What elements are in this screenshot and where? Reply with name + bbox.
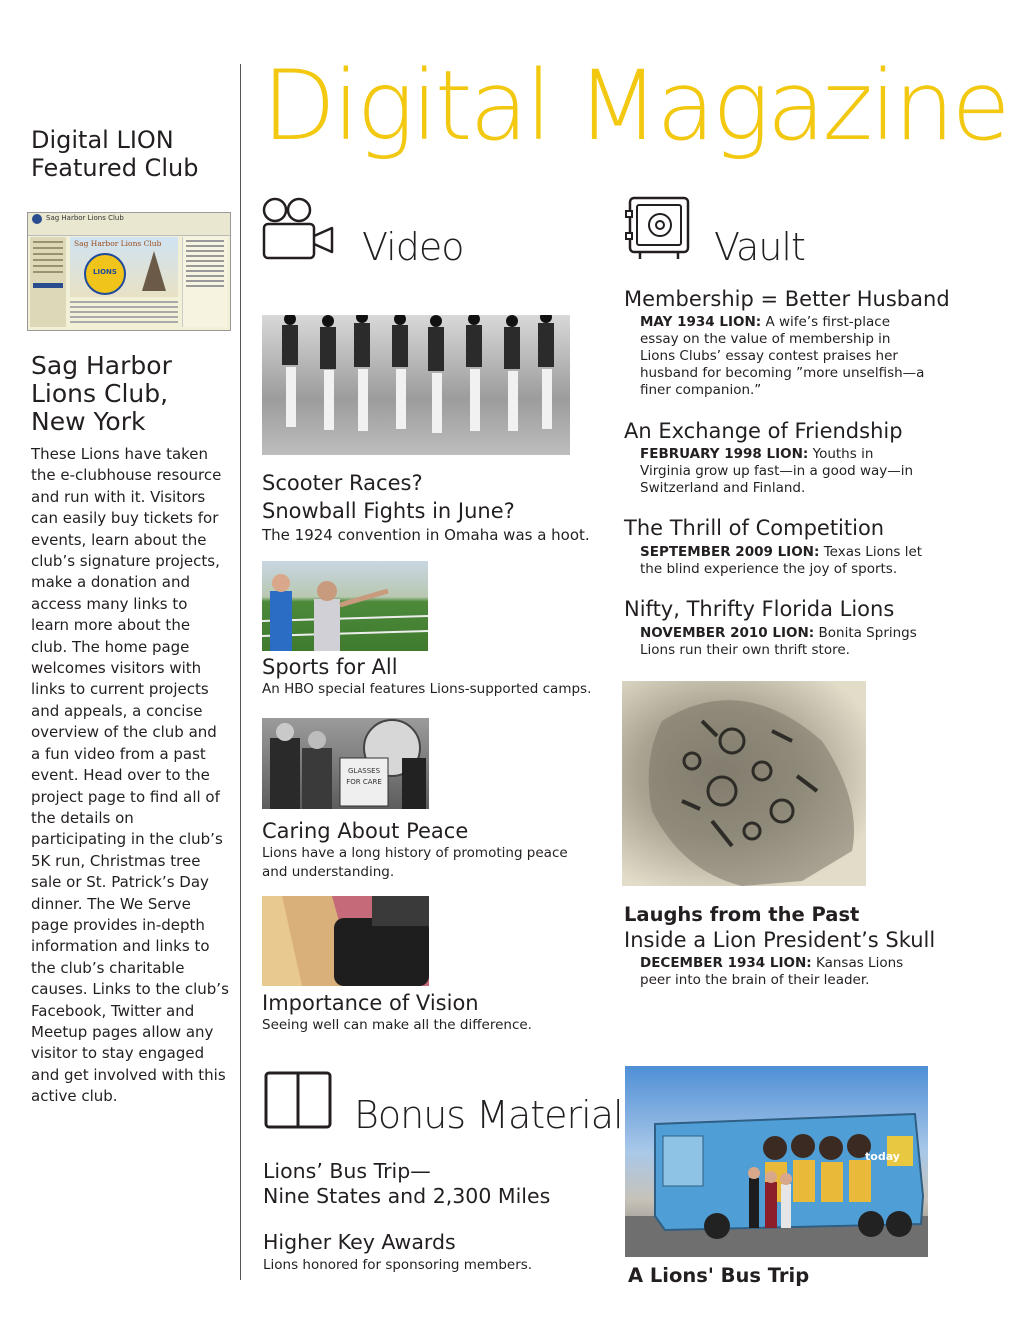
windmill-icon — [142, 251, 166, 291]
club-name-line: Sag Harbor — [31, 351, 172, 380]
thumb-header — [28, 213, 230, 236]
club-name — [31, 352, 231, 436]
vault-section-title: Vault — [714, 225, 805, 269]
video-item-subtitle: An HBO special features Lions-supported camps. — [262, 681, 592, 697]
thumb-logo-icon — [32, 214, 42, 224]
issue-label: DECEMBER 1934 LION: — [640, 955, 812, 971]
issue-text: A wife’s first-place essay on the value of membership in Lions Clubs’ essay contest praises her husband for becoming ”more unselfish—a finer companion.” — [640, 314, 925, 398]
heading-line: Featured Club — [31, 154, 199, 182]
club-website-thumbnail[interactable] — [27, 212, 231, 331]
sports-scene-graphic — [262, 561, 428, 651]
issue-label: FEBRUARY 1998 LION: — [640, 446, 809, 462]
bus-logo-text: today — [865, 1150, 900, 1163]
peace-photo[interactable] — [262, 718, 429, 809]
vault-item-title[interactable]: An Exchange of Friendship — [624, 419, 903, 443]
title-line: Snowball Fights in June? — [262, 499, 515, 523]
skull-xray-graphic — [622, 681, 866, 886]
club-description: These Lions have taken the e-clubhouse resource and run with it. Visitors can easily buy tickets for events, learn about the club’s signature projects, make a donation and access many links to learn more about the club. The home page welcomes visitors with links to current projects and appeals, a concise overview of the club and a fun video from a past event. Head over to the project page to find all of the details on participating in the club’s 5K run, Christmas tree sale or St. Patrick’s Day dinner. The We Serve page provides in-depth information and links to the club’s charitable causes. Links to the club’s Facebook, Twitter and Meetup pages allow any visitor to stay engaged and get involved with this active club. — [31, 445, 229, 1106]
logo-text: LIONS — [93, 268, 117, 276]
open-book-icon — [263, 1070, 333, 1130]
vision-photo[interactable] — [262, 896, 429, 986]
issue-text: Kansas Lions peer into the brain of their leader. — [640, 955, 904, 988]
subtitle-line: and understanding. — [262, 864, 395, 880]
video-item-subtitle: The 1924 convention in Omaha was a hoot. — [262, 526, 590, 544]
video-camera-icon — [262, 196, 336, 262]
skull-xray-photo[interactable] — [622, 681, 866, 886]
vision-scene-graphic — [262, 896, 429, 986]
issue-label: NOVEMBER 2010 LION: — [640, 625, 815, 641]
video-item-title[interactable]: Importance of Vision — [262, 991, 479, 1015]
bus-caption: A Lions' Bus Trip — [628, 1264, 810, 1287]
title-line: Scooter Races? — [262, 471, 423, 495]
subtitle-line: Lions have a long history of promoting peace — [262, 845, 568, 861]
heading-line: Digital LION — [31, 126, 174, 154]
thumb-sidebar — [30, 237, 66, 327]
bonus-item-title[interactable]: Higher Key Awards — [263, 1230, 456, 1254]
thumb-right-panel — [182, 237, 227, 327]
safe-icon — [624, 195, 692, 263]
thumb-banner-text: Sag Harbor Lions Club — [74, 239, 162, 248]
video-item-subtitle — [262, 844, 568, 882]
title-line: Nine States and 2,300 Miles — [263, 1184, 551, 1208]
vault-item-title[interactable]: Membership = Better Husband — [624, 287, 950, 311]
thumb-banner — [70, 237, 178, 297]
peace-scene-graphic — [262, 718, 429, 809]
club-name-line: Lions Club, — [31, 379, 169, 408]
vault-feature-title[interactable]: Inside a Lion President’s Skull — [624, 928, 936, 952]
bonus-item-subtitle: Lions honored for sponsoring members. — [263, 1257, 533, 1273]
vault-item-text — [640, 625, 925, 659]
vault-item-text — [640, 314, 925, 399]
issue-text: Texas Lions let the blind experience the joy of sports. — [640, 544, 923, 577]
bus-photo[interactable] — [625, 1066, 928, 1257]
video-item-title[interactable]: Sports for All — [262, 655, 398, 679]
featured-club-heading — [31, 126, 231, 182]
thumb-body-text — [70, 301, 178, 326]
vault-item-text — [640, 446, 925, 497]
vault-item-title[interactable]: Nifty, Thrifty Florida Lions — [624, 597, 895, 621]
vault-feature-text — [640, 955, 925, 989]
issue-text: Youths in Virginia grow up fast—in a good way—in Switzerland and Finland. — [640, 446, 914, 496]
scooter-race-photo[interactable] — [262, 315, 570, 455]
video-section-title: Video — [362, 225, 464, 269]
issue-text: Bonita Springs Lions run their own thrift store. — [640, 625, 917, 658]
bonus-section-title: Bonus Material — [354, 1093, 623, 1137]
glasses-sign-text: GLASSES FOR CARE — [346, 767, 382, 786]
video-item-subtitle: Seeing well can make all the difference. — [262, 1017, 532, 1033]
issue-label: MAY 1934 LION: — [640, 314, 762, 330]
vault-item-text — [640, 544, 925, 578]
title-line: Lions’ Bus Trip— — [263, 1159, 431, 1183]
club-name-line: New York — [31, 407, 146, 436]
issue-label: SEPTEMBER 2009 LION: — [640, 544, 820, 560]
video-item-title[interactable]: Caring About Peace — [262, 819, 469, 843]
vault-item-title[interactable]: The Thrill of Competition — [624, 516, 885, 540]
lions-logo-icon — [84, 253, 126, 295]
column-divider — [240, 64, 241, 1280]
magazine-title: Digital Magazine — [262, 50, 1008, 162]
vault-feature-kicker: Laughs from the Past — [624, 903, 860, 926]
sports-photo[interactable] — [262, 561, 428, 651]
scooter-racers-graphic — [262, 315, 570, 455]
video-item-title[interactable] — [262, 469, 515, 525]
thumb-site-title: Sag Harbor Lions Club — [46, 214, 124, 222]
bonus-item-title[interactable] — [263, 1159, 550, 1209]
